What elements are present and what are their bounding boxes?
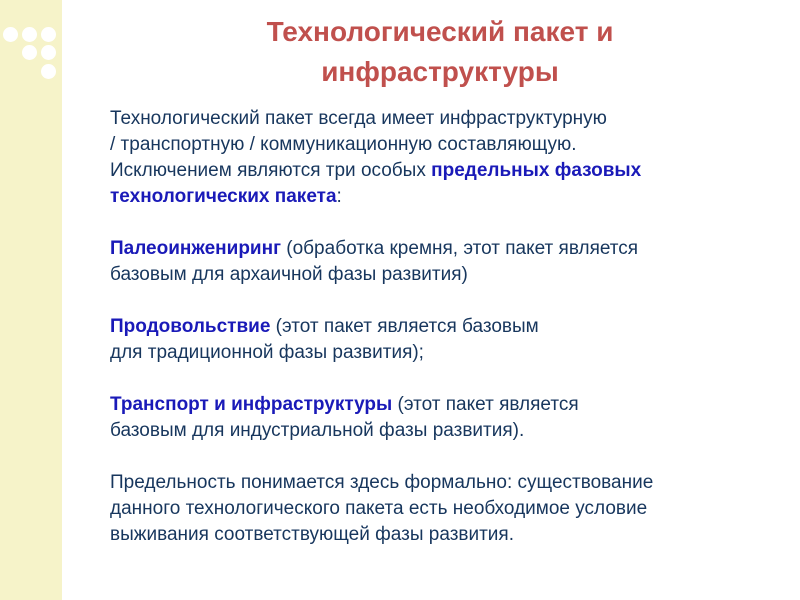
slide-title-line: инфраструктуры (321, 56, 559, 87)
intro-line (110, 184, 770, 210)
intro-paragraph (110, 106, 770, 210)
conclusion-line: Предельность понимается здесь формально: существование (110, 472, 654, 493)
item-term: Продовольствие (110, 316, 271, 337)
intro-highlight: предельных фазовых (431, 160, 642, 181)
dot (41, 64, 56, 79)
intro-text: : (336, 186, 342, 207)
item-line (110, 236, 770, 262)
dot (41, 27, 56, 42)
conclusion-line: данного технологического пакета есть необходимое условие (110, 498, 648, 519)
item-text: (этот пакет является (392, 394, 579, 415)
slide-title (110, 12, 770, 92)
item-paragraph-transport (110, 392, 770, 444)
item-term: Транспорт и инфраструктуры (110, 394, 393, 415)
item-text: (этот пакет является базовым (270, 316, 539, 337)
item-line: для традиционной фазы развития); (110, 342, 424, 363)
dot (41, 45, 56, 60)
dot (3, 27, 18, 42)
item-paragraph-paleoengineering (110, 236, 770, 288)
conclusion-paragraph (110, 470, 770, 548)
item-text: (обработка кремня, этот пакет является (281, 238, 639, 259)
item-line: базовым для индустриальной фазы развития). (110, 420, 525, 441)
dot (22, 27, 37, 42)
slide-body (110, 106, 770, 548)
item-line (110, 314, 770, 340)
item-term: Палеоинжениринг (110, 238, 281, 259)
item-paragraph-food (110, 314, 770, 366)
dot (22, 45, 37, 60)
intro-line: / транспортную / коммуникационную составляющую. (110, 134, 577, 155)
side-band (0, 0, 62, 600)
slide-title-line: Технологический пакет и (266, 16, 614, 47)
item-line (110, 392, 770, 418)
intro-highlight: технологических пакета (110, 186, 337, 207)
intro-text: Исключением являются три особых (110, 160, 432, 181)
item-line: базовым для архаичной фазы развития) (110, 264, 468, 285)
conclusion-line: выживания соответствующей фазы развития. (110, 524, 514, 545)
intro-line (110, 158, 770, 184)
intro-line: Технологический пакет всегда имеет инфраструктурную (110, 108, 607, 129)
